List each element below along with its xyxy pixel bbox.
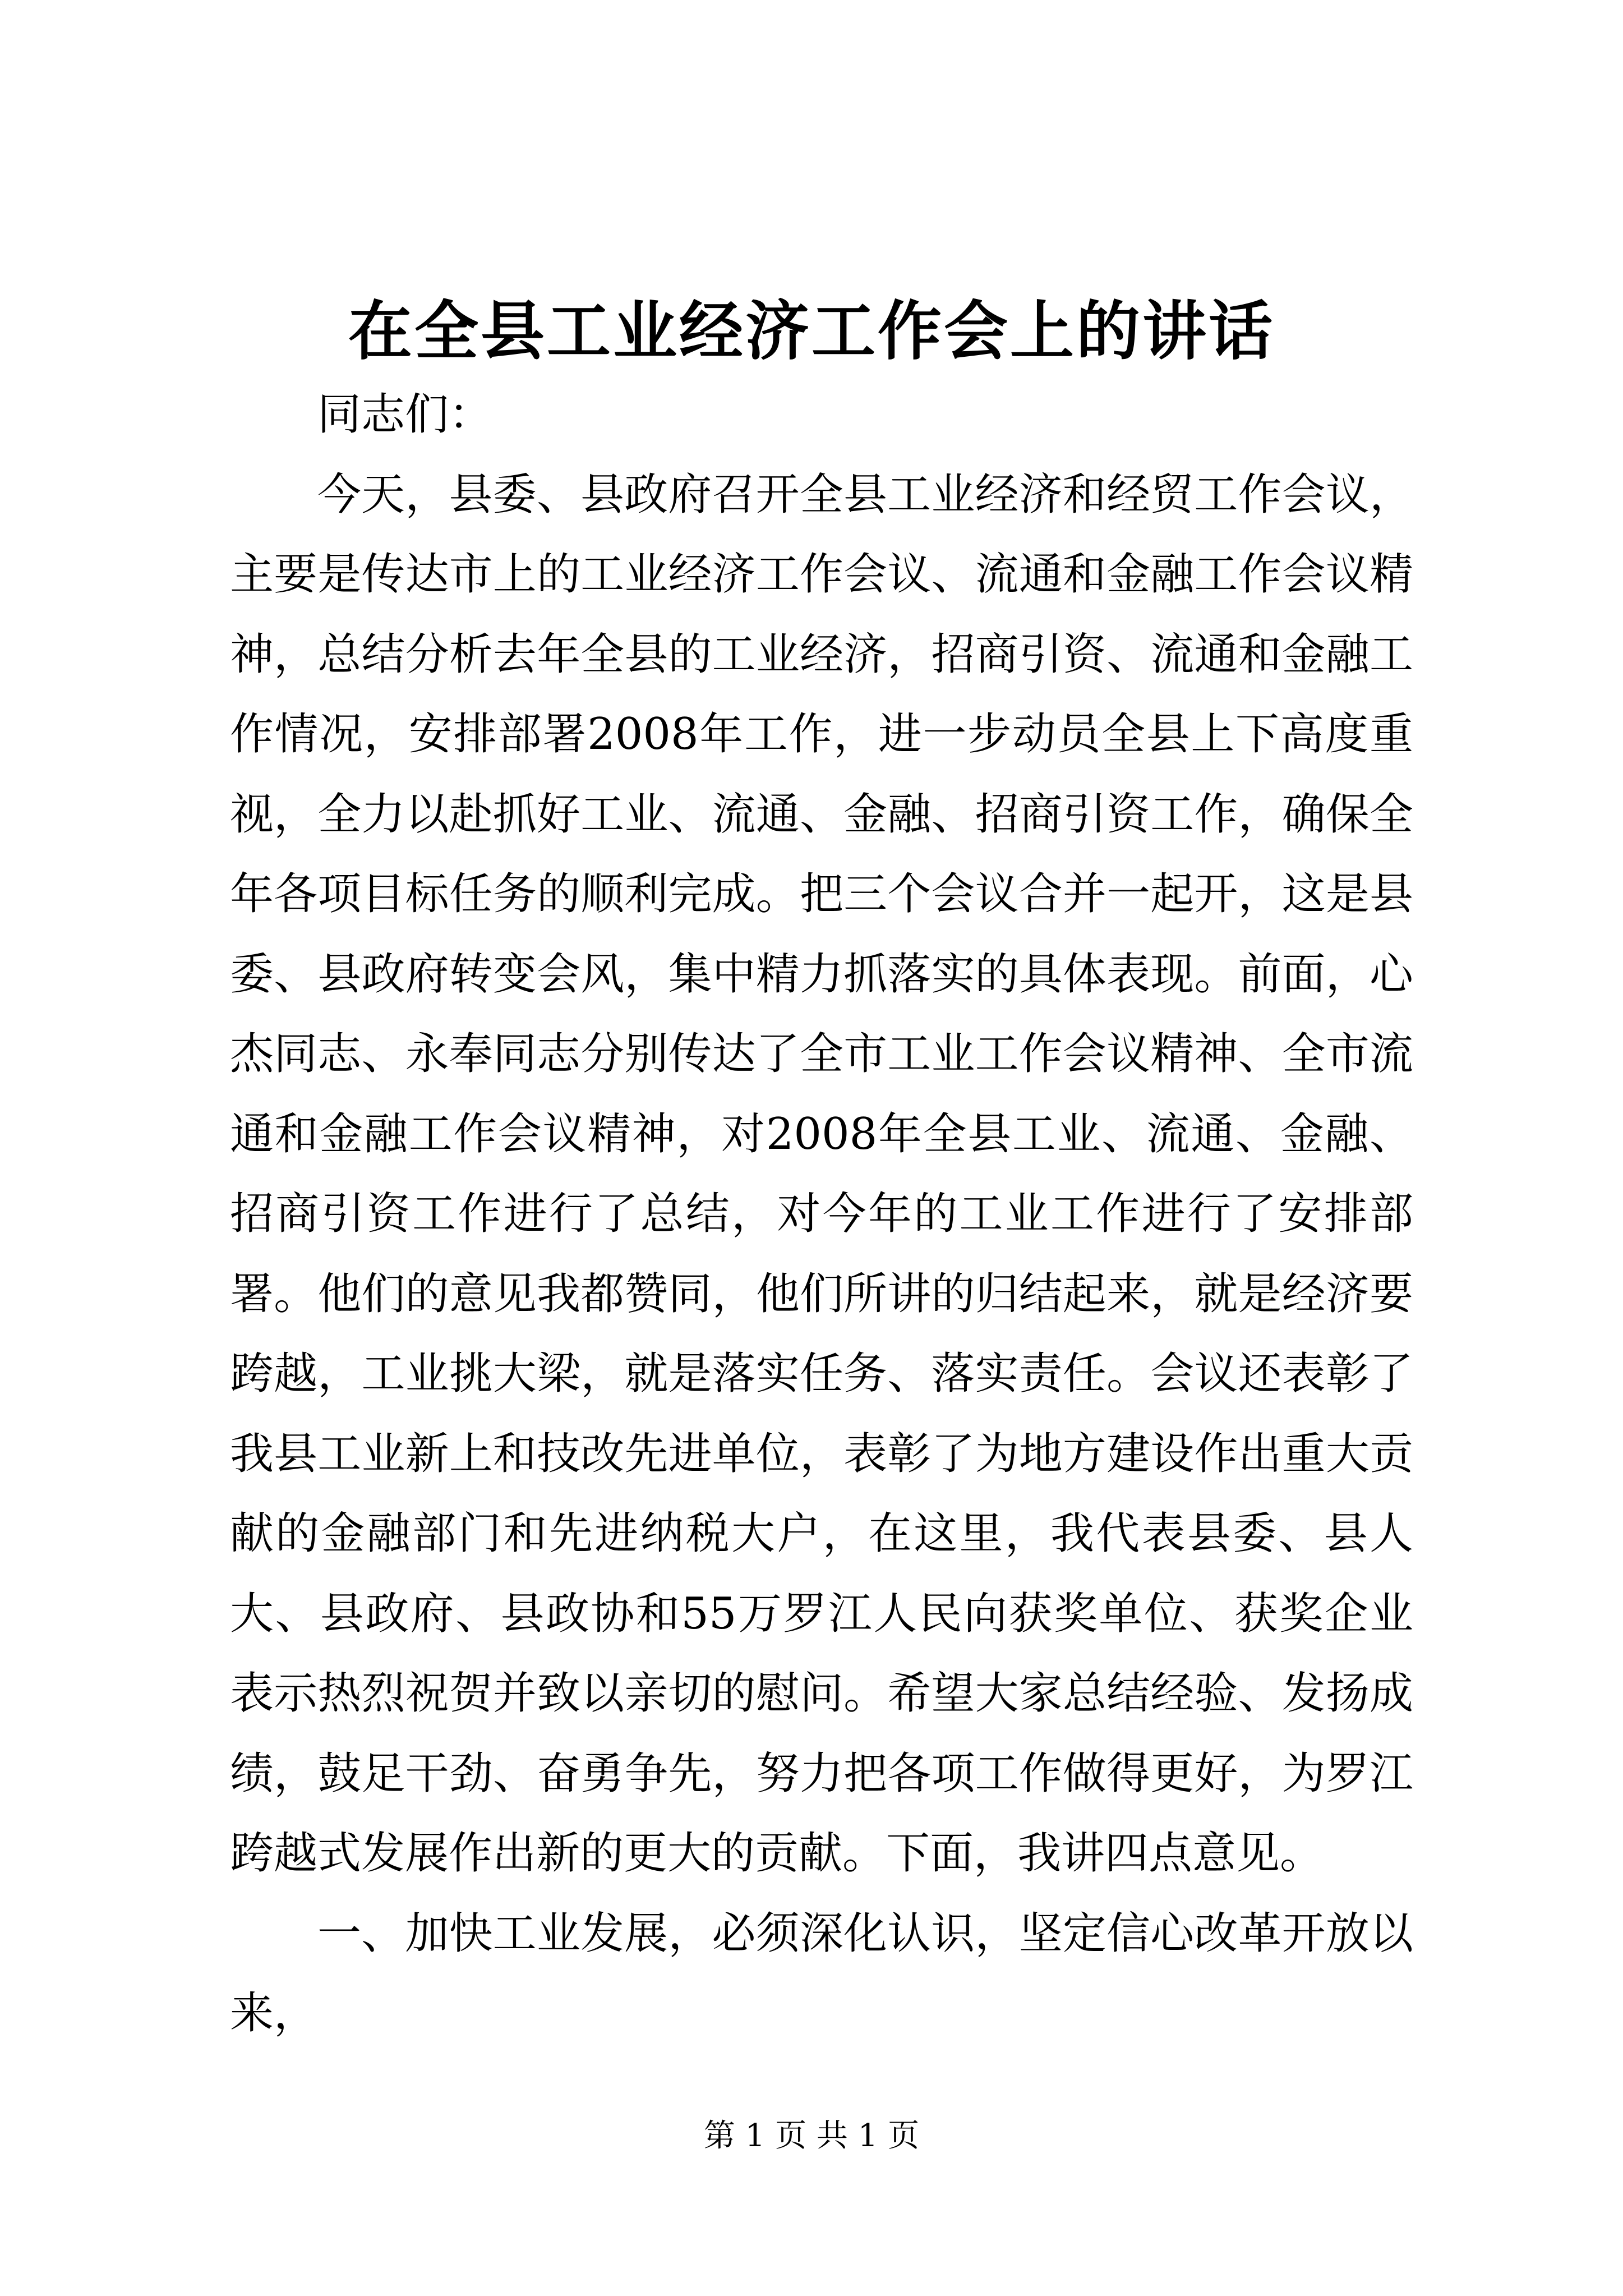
document-title: 在全县工业经济工作会上的讲话 [348,293,1275,369]
paragraph-intro: 今天，县委、县政府召开全县工业经济和经贸工作会议，主要是传达市上的工业经济工作会议、流通和金融工作会议精神，总结分析去年全县的工业经济，招商引资、流通和金融工作情况，安排部署2008年工作，进一步动员全县上下高度重视，全力以赴抓好工业、流通、金融、招商引资工作，确保全年各项目标任务的顺利完成。把三个会议合并一起开，这是县委、县政府转变会风，集中精力抓落实的具体表现。前面，心杰同志、永奉同志分别传达了全市工业工作会议精神、全市流通和金融工作会议精神，对2008年全县工业、流通、金融、招商引资工作进行了总结，对今年的工业工作进行了安排部署。他们的意见我都赞同，他们所讲的归结起来，就是经济要跨越，工业挑大梁，就是落实任务、落实责任。会议还表彰了我县工业新上和技改先进单位，表彰了为地方建设作出重大贡献的金融部门和先进纳税大户，在这里，我代表县委、县人大、县政府、县政协和55万罗江人民向获奖单位、获奖企业表示热烈祝贺并致以亲切的慰问。希望大家总结经验、发扬成绩，鼓足干劲、奋勇争先，努力把各项工作做得更好，为罗江跨越式发展作出新的更大的贡献。下面，我讲四点意见。 [230,469,1413,1879]
paragraph-section-one: 一、加快工业发展，必须深化认识，坚定信心改革开放以来， [230,1908,1413,2039]
document-body [230,375,1413,2054]
page-footer: 第 1 页 共 1 页 [703,2118,920,2154]
greeting: 同志们： [317,389,493,440]
